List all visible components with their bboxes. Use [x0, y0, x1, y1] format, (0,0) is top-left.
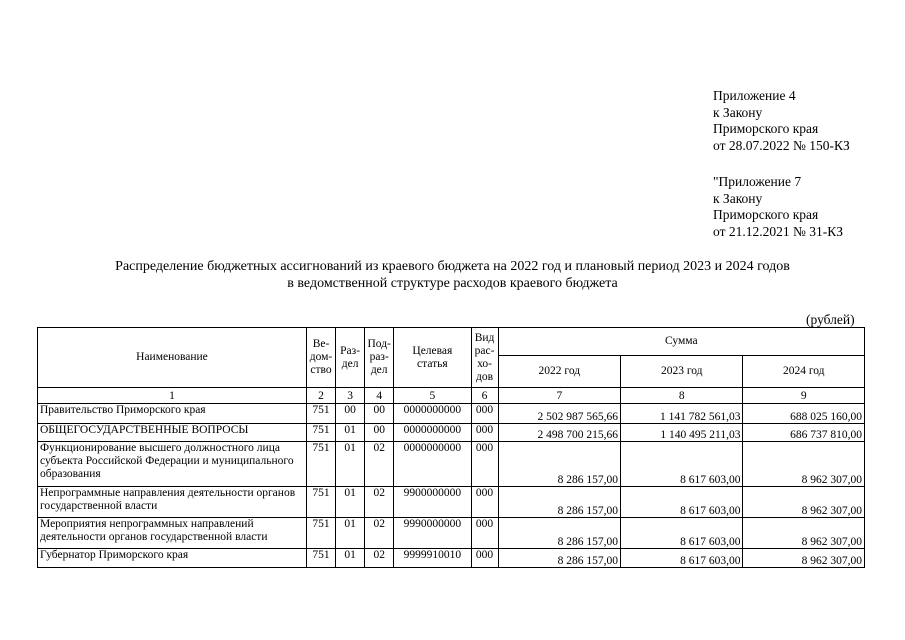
row-expense-type: 000	[471, 549, 498, 568]
row-section: 01	[336, 424, 365, 442]
row-expense-type: 000	[471, 442, 498, 487]
document-title-line-1: Распределение бюджетных ассигнований из краевого бюджета на 2022 год и плановый период 2023 и 2024 годов	[115, 259, 790, 274]
column-number: 4	[365, 388, 394, 404]
row-amount-2024: 8 962 307,00	[743, 442, 865, 487]
row-dept: 751	[306, 424, 335, 442]
unit-label: (рублей)	[806, 312, 855, 327]
annex-current-line: Приложение 4	[713, 88, 796, 103]
row-dept: 751	[306, 487, 335, 518]
header-expense-type-text: Вид рас- хо- дов	[474, 331, 495, 383]
header-year-2024: 2024 год	[743, 356, 865, 388]
annex-amended-line: Приморского края	[713, 207, 819, 222]
row-amount-2022: 8 286 157,00	[498, 487, 620, 518]
column-number: 1	[38, 388, 307, 404]
header-target	[394, 328, 471, 388]
row-target: 9990000000	[394, 518, 471, 549]
column-number: 7	[498, 388, 620, 404]
annex-current-line: к Закону	[713, 104, 763, 120]
row-amount-2022: 8 286 157,00	[498, 442, 620, 487]
row-section: 01	[336, 549, 365, 568]
column-number-row	[38, 388, 865, 404]
row-amount-2024: 688 025 160,00	[743, 404, 865, 424]
row-amount-2023: 8 617 603,00	[621, 487, 743, 518]
document-title-line-2: в ведомственной структуре расходов краевого бюджета	[287, 275, 618, 291]
row-section: 01	[336, 487, 365, 518]
row-amount-2023: 8 617 603,00	[621, 549, 743, 568]
header-sum: Сумма	[498, 328, 864, 356]
row-name: Правительство Приморского края	[38, 404, 307, 424]
header-dept	[306, 328, 335, 388]
row-amount-2022: 8 286 157,00	[498, 518, 620, 549]
header-dept-text: Ве- дом- ство	[309, 338, 333, 376]
annex-amended-line: от 21.12.2021 № 31-КЗ	[713, 223, 843, 239]
row-name: Непрограммные направления деятельности органов государственной власти	[38, 487, 307, 518]
row-section: 00	[336, 404, 365, 424]
row-subsection: 02	[365, 487, 394, 518]
row-subsection: 02	[365, 549, 394, 568]
row-expense-type: 000	[471, 404, 498, 424]
row-amount-2024: 8 962 307,00	[743, 518, 865, 549]
annex-amended-block	[713, 174, 843, 240]
row-amount-2024: 8 962 307,00	[743, 487, 865, 518]
column-number: 9	[743, 388, 865, 404]
row-target: 9900000000	[394, 487, 471, 518]
header-year-2023: 2023 год	[621, 356, 743, 388]
row-section: 01	[336, 518, 365, 549]
table-row	[38, 442, 865, 487]
table-row	[38, 404, 865, 424]
row-amount-2022: 8 286 157,00	[498, 549, 620, 568]
row-amount-2023: 8 617 603,00	[621, 518, 743, 549]
row-dept: 751	[306, 549, 335, 568]
header-section-text: Раз- дел	[340, 344, 361, 370]
row-subsection: 00	[365, 424, 394, 442]
header-name: Наименование	[38, 328, 307, 388]
header-subsection-text: Под- раз- дел	[367, 338, 391, 376]
row-amount-2023: 1 140 495 211,03	[621, 424, 743, 442]
document-title	[0, 259, 905, 292]
annex-amended-line: "Приложение 7	[713, 174, 802, 189]
column-number: 8	[621, 388, 743, 404]
row-name: Функционирование высшего должностного лица субъекта Российской Федерации и муниципального образования	[38, 442, 307, 487]
annex-current-block	[713, 88, 850, 154]
row-expense-type: 000	[471, 487, 498, 518]
annex-current-line: Приморского края	[713, 121, 819, 136]
column-number: 2	[306, 388, 335, 404]
table-row	[38, 518, 865, 549]
row-subsection: 02	[365, 442, 394, 487]
row-dept: 751	[306, 404, 335, 424]
row-name: Мероприятия непрограммных направлений деятельности органов государственной власти	[38, 518, 307, 549]
row-target: 0000000000	[394, 424, 471, 442]
row-amount-2022: 2 502 987 565,66	[498, 404, 620, 424]
column-number: 5	[394, 388, 471, 404]
row-subsection: 02	[365, 518, 394, 549]
row-name: Губернатор Приморского края	[38, 549, 307, 568]
table-row	[38, 549, 865, 568]
row-subsection: 00	[365, 404, 394, 424]
row-amount-2023: 8 617 603,00	[621, 442, 743, 487]
row-name: ОБЩЕГОСУДАРСТВЕННЫЕ ВОПРОСЫ	[38, 424, 307, 442]
row-expense-type: 000	[471, 424, 498, 442]
row-section: 01	[336, 442, 365, 487]
table-row	[38, 487, 865, 518]
budget-table	[37, 327, 865, 568]
row-target: 9999910010	[394, 549, 471, 568]
row-target: 0000000000	[394, 404, 471, 424]
header-expense-type	[471, 328, 498, 388]
column-number: 6	[471, 388, 498, 404]
row-amount-2022: 2 498 700 215,66	[498, 424, 620, 442]
header-section	[336, 328, 365, 388]
header-subsection	[365, 328, 394, 388]
annex-current-line: от 28.07.2022 № 150-КЗ	[713, 137, 850, 153]
row-dept: 751	[306, 518, 335, 549]
annex-amended-line: к Закону	[713, 190, 763, 206]
row-amount-2024: 686 737 810,00	[743, 424, 865, 442]
header-year-2022: 2022 год	[498, 356, 620, 388]
row-amount-2023: 1 141 782 561,03	[621, 404, 743, 424]
row-expense-type: 000	[471, 518, 498, 549]
row-target: 0000000000	[394, 442, 471, 487]
header-target-text: Целевая статья	[412, 344, 453, 370]
row-amount-2024: 8 962 307,00	[743, 549, 865, 568]
column-number: 3	[336, 388, 365, 404]
row-dept: 751	[306, 442, 335, 487]
table-row	[38, 424, 865, 442]
